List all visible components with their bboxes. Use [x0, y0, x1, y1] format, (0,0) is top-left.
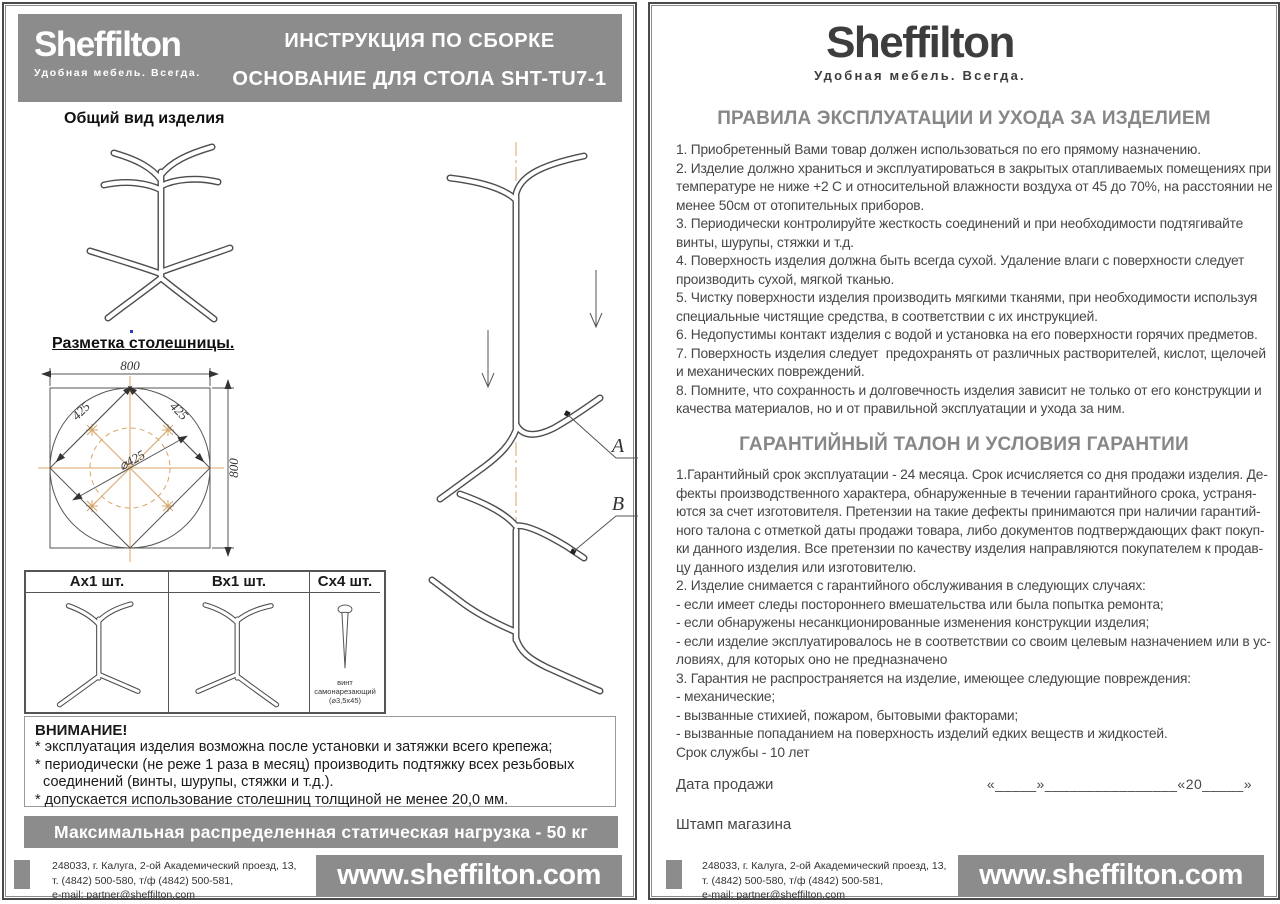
part-c-cell — [310, 593, 380, 712]
brand-logo — [34, 26, 201, 79]
part-b-header: Вх1 шт. — [168, 572, 310, 593]
part-a-drawing — [27, 596, 167, 710]
screw-note: винт самонарезающий (⌀3,5х45) — [314, 678, 376, 705]
dim-width-label: 800 — [120, 358, 140, 373]
sale-date-blank: «_____»________________«20_____» — [986, 776, 1252, 792]
shop-stamp-label: Штамп магазина — [676, 816, 792, 833]
part-a-header: Ах1 шт. — [26, 572, 168, 593]
callout-b-label: B — [611, 493, 625, 515]
page-header-banner — [18, 14, 622, 102]
footer-address: 248033, г. Калуга, 2-ой Академический проезд, 13, т. (4842) 500-580, т/ф (4842) 500-581, e-mail: partner@sheffilton.com — [702, 860, 947, 901]
footer-logo-square — [666, 860, 682, 889]
part-c-header: Сх4 шт. — [310, 572, 380, 593]
attention-list: * эксплуатация изделия возможна после установки и затяжки всего крепежа; * периодически (не реже 1 раза в месяц) производить подтяжку всех резьбовых соединений (винты, шурупы, стяжки и т.д.). * допускается использование столешниц толщиной не менее 20,0 мм. — [35, 739, 575, 808]
warranty-heading: ГАРАНТИЙНЫЙ ТАЛОН И УСЛОВИЯ ГАРАНТИИ — [739, 434, 1189, 455]
stray-ink-dot — [130, 330, 133, 333]
callout-a-label: A — [611, 435, 625, 457]
warranty-text: 1.Гарантийный срок эксплуатации - 24 месяца. Срок исчисляется со дня продажи изделия. Де- фекты производственного характера, обнаруженные в течении гарантийного срока, устраня- ются за счет изготовителя. Претензии на такие дефекты принимаются при наличии гарантий- ного талона с отметкой даты продажи товара, либо документов подтверждающих факт покуп- ки данного изделия. Все претензии по качеству изделия направляются покупателем к продав- цу данного изделия или изготовителю. 2. Изделие снимается с гарантийного обслуживания в следующих случаях: - если имеет следы постороннего вмешательства или была попытка ремонта; - если обнаружены несанкционированные изменения конструкции изделия; - если изделие эксплуатировалось не в соответствии со своим целевым назначением или в ус- ловиях, для которых оно не предназначено 3. Гарантия не распространяется на изделие, имеющее следующие повреждения: - механические; - вызванные стихией, пожаром, бытовыми факторами; - вызванные попаданием на поверхность изделий едких веществ и жидкостей. Срок службы - 10 лет — [676, 467, 1271, 760]
tabletop-layout-drawing — [30, 352, 265, 566]
document-title: ИНСТРУКЦИЯ ПО СБОРКЕ — [284, 30, 555, 52]
assembly-instruction-page — [2, 2, 637, 900]
logo-tagline: Удобная мебель. Всегда. — [34, 67, 201, 79]
attention-title: ВНИМАНИЕ! — [35, 722, 128, 739]
logo-wordmark: Sheffilton — [826, 18, 1014, 67]
dim-height-label: 800 — [226, 458, 241, 478]
sale-date-label: Дата продажи — [676, 776, 774, 793]
max-load-banner: Максимальная распределенная статическая нагрузка - 50 кг — [24, 816, 618, 848]
footer-logo-square — [14, 860, 30, 889]
tabletop-layout-heading: Разметка столешницы. — [52, 335, 235, 352]
logo-tagline: Удобная мебель. Всегда. — [814, 68, 1026, 83]
general-view-heading: Общий вид изделия — [64, 110, 225, 127]
table-base-drawing — [54, 128, 269, 333]
rules-heading: ПРАВИЛА ЭКСПЛУАТАЦИИ И УХОДА ЗА ИЗДЕЛИЕМ — [717, 108, 1211, 129]
dim-diameter-label: ⌀425 — [116, 446, 148, 474]
warranty-page — [648, 2, 1280, 900]
logo-wordmark: Sheffilton — [34, 25, 181, 64]
footer-website: www.sheffilton.com — [316, 855, 622, 896]
parts-table — [24, 570, 386, 714]
assembly-diagram — [388, 134, 640, 709]
dim-425-right-label: 425 — [166, 398, 192, 424]
brand-logo — [650, 20, 1190, 83]
part-a-cell — [26, 593, 168, 712]
product-title: ОСНОВАНИЕ ДЛЯ СТОЛА SHT-TU7-1 — [232, 68, 607, 90]
part-b-drawing — [169, 596, 309, 710]
screw-drawing — [325, 600, 365, 674]
rules-text: 1. Приобретенный Вами товар должен использоваться по его прямому назначению. 2. Изделие должно храниться и эксплуатироваться в закрытых отапливаемых помещениях при температуре не ниже +2 С и относительной влажности воздуха от 45 до 70%, на расстоянии не менее 50см от отопительных приборов. 3. Периодически контролируйте жесткость соединений и при необходимости подтягивайте винты, шурупы, стяжки и т.д. 4. Поверхность изделия должна быть всегда сухой. Удаление влаги с поверхности следует производить сухой, мягкой тканью. 5. Чистку поверхности изделия производить мягкими тканями, при необходимости используя специальные чистящие средства, в соответствии с их инструкцией. 6. Недопустимы контакт изделия с водой и установка на его поверхности горячих предметов. 7. Поверхность изделия следует предохранять от различных растворителей, кислот, щелочей и механических повреждений. 8. Помните, что сохранность и долговечность изделия зависит не только от его конструкции и качества материалов, но и от правильной эксплуатации и ухода за ним. — [676, 142, 1273, 416]
part-b-cell — [168, 593, 310, 712]
footer-website: www.sheffilton.com — [958, 855, 1264, 896]
footer-address: 248033, г. Калуга, 2-ой Академический проезд, 13, т. (4842) 500-580, т/ф (4842) 500-581, e-mail: partner@sheffilton.com — [52, 860, 297, 901]
dim-425-left-label: 425 — [68, 398, 94, 424]
attention-box — [24, 716, 616, 807]
